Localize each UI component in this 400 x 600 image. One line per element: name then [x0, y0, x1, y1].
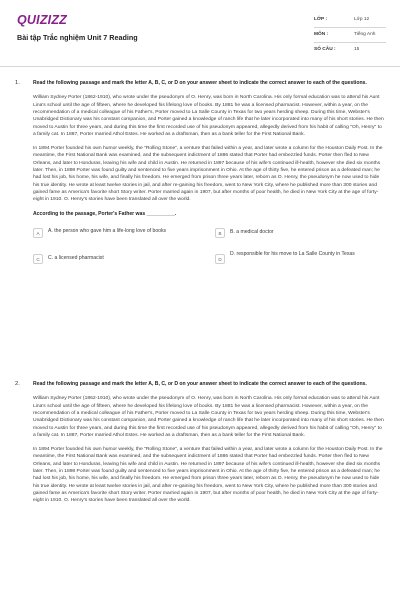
page-header — [0, 0, 400, 66]
passage-paragraph-1: William Sydney Porter (1862-1910), who wrote under the pseudonym of O. Henry, was born in North Carolina. His only formal education was to attend his Aunt Lina's school until the age of fifteen, where he developed his lifelong love of books. By 1881 he was a licensed pharmacist. However, within a year, on the recommendation of a medical colleague of his Father's, Porter moved to La Salle County in Texas for two years herding sheep. During this time, Webster's Unabridged Dictionary was his constant companion, and Porter gained a knowledge of ranch life that he later incorporated into many of his short stories. He then moved to Austin for three years, and during this time the first recorded use of his pseudonym appeared, allegedly derived from his habit of calling "Oh, Henry" to a family cat. In 1887, Porter married Athol Estes. He worked as a draftsman, then as a bank teller for the First National Bank. — [33, 95, 384, 137]
meta-count-value: 15 — [354, 47, 360, 52]
question-number: 2. — [15, 381, 20, 387]
meta-divider — [314, 27, 386, 28]
meta-class-label: LỚP : — [314, 17, 328, 22]
option-text: A. the person who gave him a life-long love of books — [48, 227, 167, 234]
option-c[interactable] — [33, 254, 203, 274]
meta-divider — [314, 42, 386, 43]
answer-options — [33, 228, 385, 274]
meta-subject-label: MÔN : — [314, 32, 329, 37]
option-text: D. responsible for his move to La Salle County in Texas — [230, 250, 355, 257]
meta-count-label: SỐ CÂU : — [314, 47, 336, 52]
question-instruction: Read the following passage and mark the letter A, B, C, or D on your answer sheet to indicate the correct answer to each of the questions. — [33, 80, 367, 86]
question-body — [33, 80, 385, 274]
page-title: Bài tập Trắc nghiệm Unit 7 Reading — [17, 33, 138, 42]
option-a[interactable] — [33, 228, 203, 248]
question-number: 1. — [15, 80, 20, 86]
option-b[interactable] — [215, 228, 385, 248]
passage-paragraph-1: William Sydney Porter (1862-1910), who wrote under the pseudonym of O. Henry, was born in North Carolina. His only formal education was to attend his Aunt Lina's school until the age of fifteen, where he developed his lifelong love of books. By 1881 he was a licensed pharmacist. However, within a year, on the recommendation of a medical colleague of his Father's, Porter moved to La Salle County in Texas for two years herding sheep. During this time, Webster's Unabridged Dictionary was his constant companion, and Porter gained a knowledge of ranch life that he later incorporated into many of his short stories. He then moved to Austin for three years, and during this time the first recorded use of his pseudonym appeared, allegedly derived from his habit of calling "Oh, Henry" to a family cat. In 1887, Porter married Athol Estes. He worked as a draftsman, then as a bank teller for the First National Bank. — [33, 396, 384, 438]
meta-subject-value: Tiếng Anh — [354, 32, 376, 37]
option-letter-box: C — [33, 254, 43, 264]
option-d[interactable] — [215, 251, 385, 271]
question-instruction: Read the following passage and mark the letter A, B, C, or D on your answer sheet to indicate the correct answer to each of the questions. — [33, 381, 367, 387]
passage-paragraph-2: In 1894 Porter founded his own humor weekly, the "Rolling Stone", a venture that failed within a year, and later wrote a column for the Houston Daily Post. In the meantime, the First National Bank was examined, and the subsequent indictment of 1886 stated that Porter had embezzled funds. Porter then fled to New Orleans, and later to Honduras, leaving his wife and child in Austin. He returned in 1897 because of his wife's continued ill-health, however she died six months later. Then, in 1898 Porter was found guilty and sentenced to five years imprisonment in Ohio. At the age of thirty five, he entered prison as a defeated man; he had lost his job, his home, his wife, and finally his freedom. He emerged from prison three years later, reborn as O. Henry, the pseudonym he now used to hide his true identity. He wrote at least twelve stories in jail, and after re-gaining his freedom, went to New York City, where he published more than 300 stories and gained fame as America's favorite short Story writer. Porter married again in 1907, but after months of poor health, he died in New York City at the age of forty-eight in 1910. O. Henry's stories have been translated all over the world. — [33, 447, 383, 504]
option-letter-box: B — [215, 228, 225, 238]
option-letter-box: D — [215, 254, 225, 264]
header-divider — [0, 66, 400, 67]
passage-paragraph-2: In 1894 Porter founded his own humor weekly, the "Rolling Stone", a venture that failed within a year, and later wrote a column for the Houston Daily Post. In the meantime, the First National Bank was examined, and the subsequent indictment of 1886 stated that Porter had embezzled funds. Porter then fled to New Orleans, and later to Honduras, leaving his wife and child in Austin. He returned in 1897 because of his wife's continued ill-health, however she died six months later. Then, in 1898 Porter was found guilty and sentenced to five years imprisonment in Ohio. At the age of thirty five, he entered prison as a defeated man; he had lost his job, his home, his wife, and finally his freedom. He emerged from prison three years later, reborn as O. Henry, the pseudonym he now used to hide his true identity. He wrote at least twelve stories in jail, and after re-gaining his freedom, went to New York City, where he published more than 300 stories and gained fame as America's favorite short Story writer. Porter married again in 1907, but after months of poor health, he died in New York City at the age of forty-eight in 1910. O. Henry's stories have been translated all over the world. — [33, 146, 383, 203]
option-text: B. a medical doctor — [230, 229, 274, 236]
question-stem: According to the passage, Porter's Father was __________. — [33, 210, 177, 217]
meta-class-value: Lớp 12 — [354, 17, 370, 22]
option-text: C. a licensed pharmacist — [48, 255, 104, 262]
option-letter-box: A — [33, 228, 43, 238]
question-body — [33, 381, 385, 505]
quizizz-logo: QUIZIZZ — [17, 13, 68, 27]
